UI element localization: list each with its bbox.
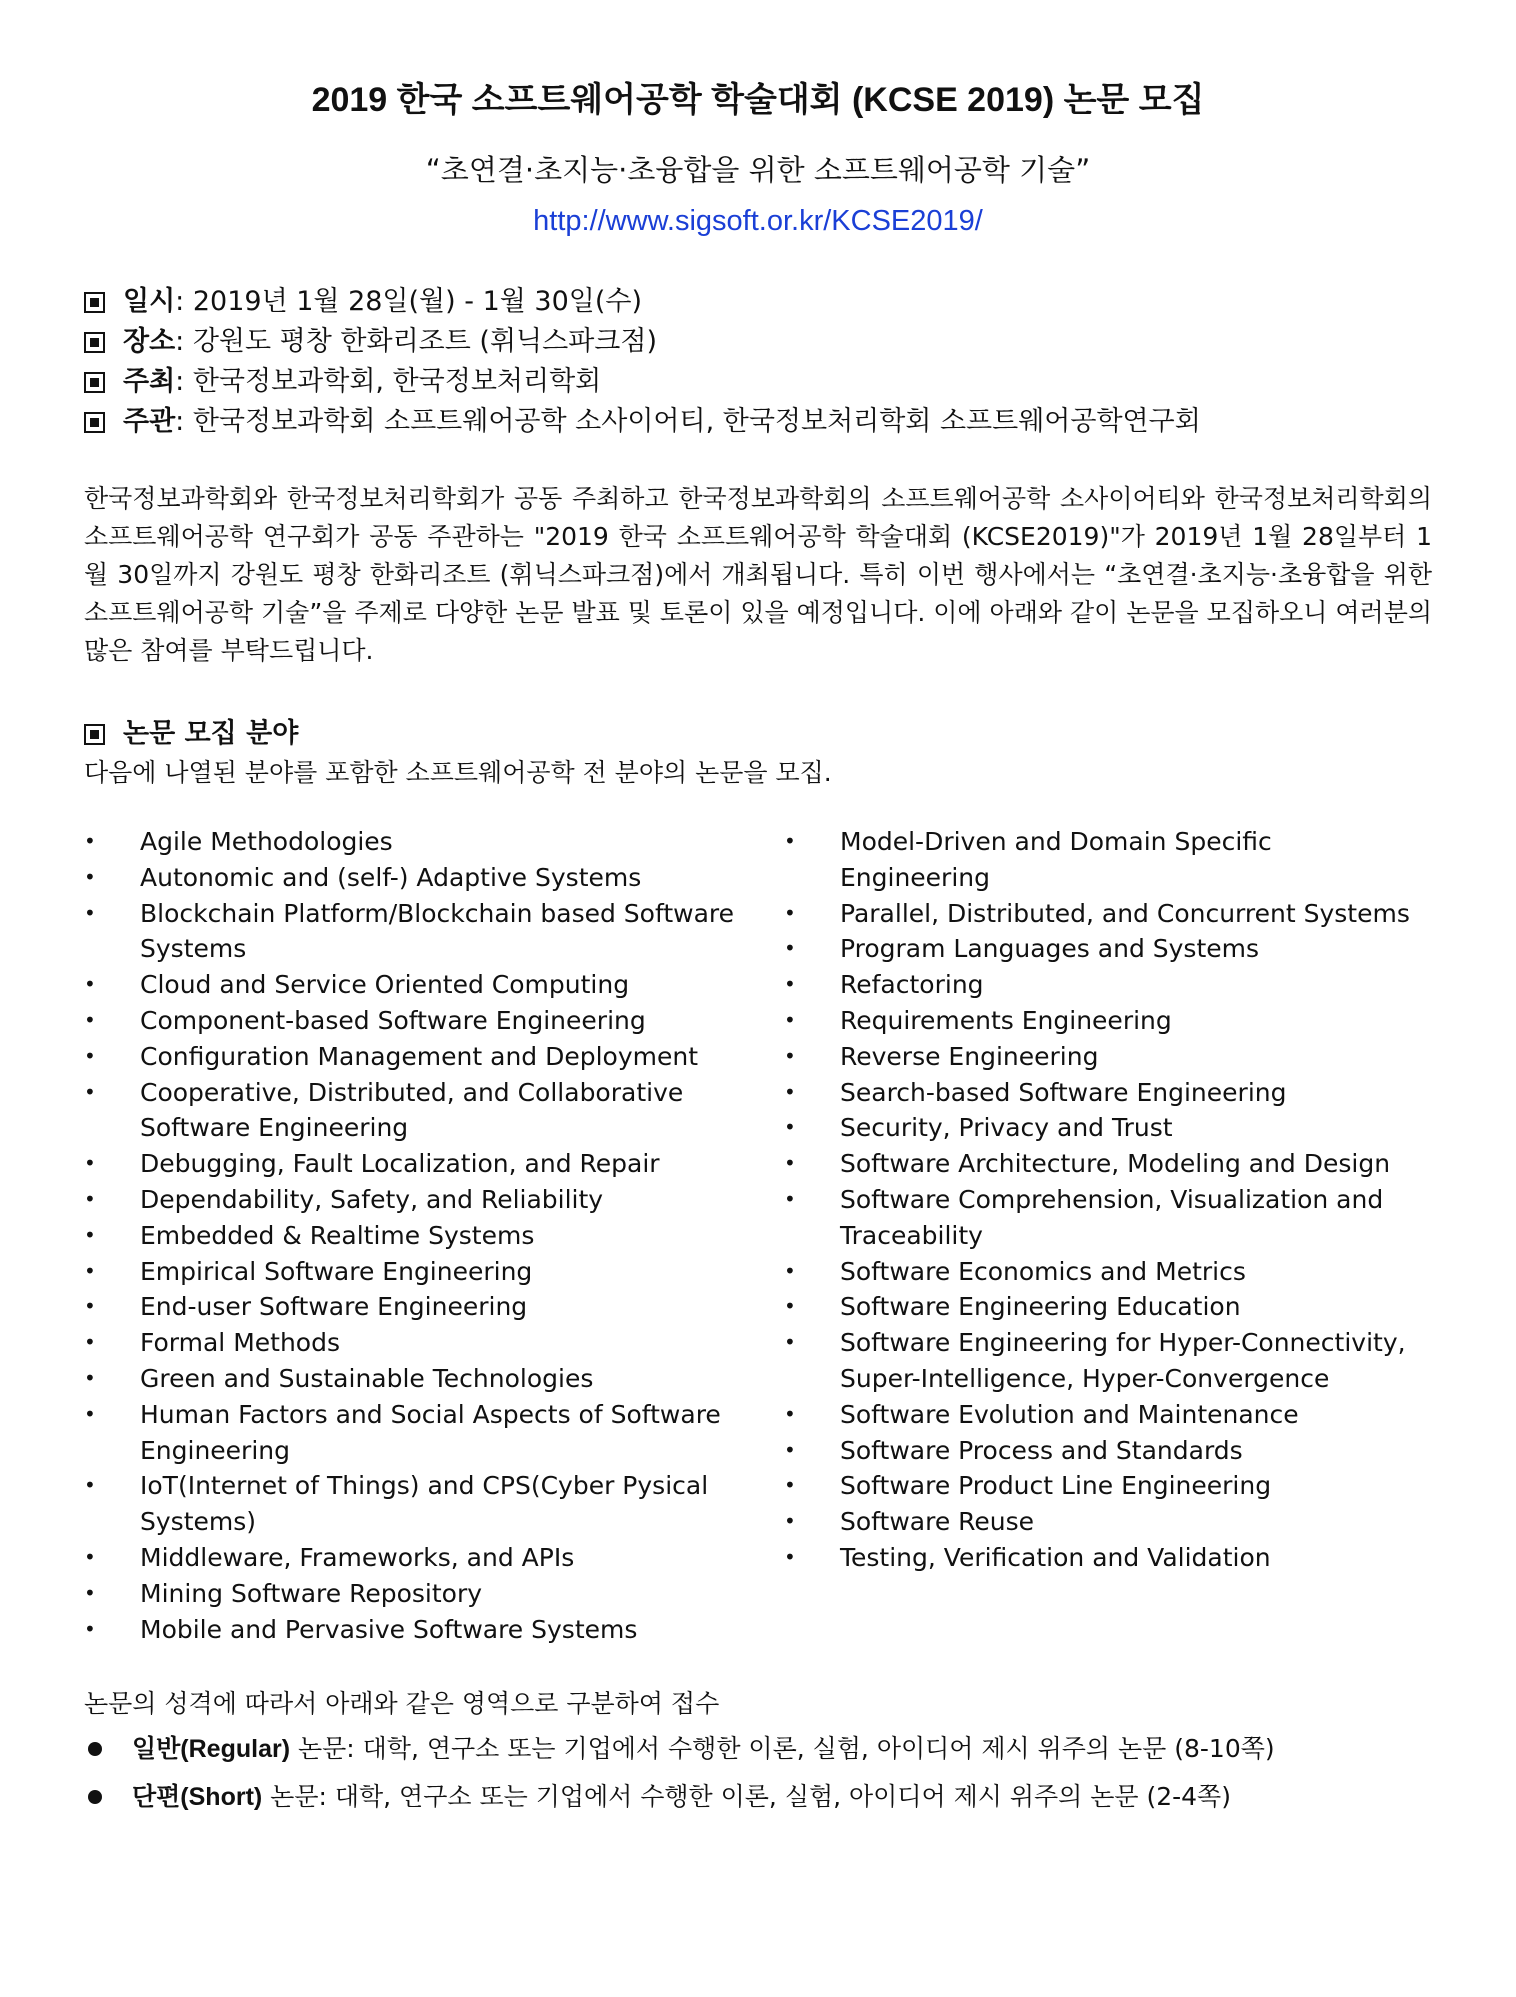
topic-item: • Model-Driven and Domain Specific Engineering — [784, 824, 1424, 896]
info-value: : 한국정보과학회, 한국정보처리학회 — [175, 366, 602, 397]
track-name: 단편(Short) — [132, 1783, 263, 1812]
track-desc: 논문: 대학, 연구소 또는 기업에서 수행한 이론, 실험, 아이디어 제시 위주의 논문 (2-4쪽) — [262, 1782, 1231, 1812]
square-bullet-icon — [84, 292, 105, 313]
info-row-date — [84, 282, 1432, 322]
info-value: : 한국정보과학회 소프트웨어공학 소사이어티, 한국정보처리학회 소프트웨어공학연구회 — [175, 406, 1201, 437]
topic-item: • Middleware, Frameworks, and APIs — [84, 1540, 784, 1576]
track-short — [84, 1775, 1432, 1819]
square-bullet-icon — [84, 724, 105, 745]
topic-item: • Program Languages and Systems — [784, 931, 1424, 967]
info-row-organizer — [84, 402, 1432, 442]
topic-item: • Software Product Line Engineering — [784, 1468, 1424, 1504]
track-text — [132, 1775, 1432, 1819]
topic-item: • Mobile and Pervasive Software Systems — [84, 1612, 784, 1648]
square-bullet-icon — [84, 372, 105, 393]
info-key: 주최 — [123, 366, 176, 397]
info-key: 장소 — [123, 326, 176, 357]
topic-item: • Autonomic and (self-) Adaptive Systems — [84, 860, 784, 896]
topic-item: • Software Reuse — [784, 1504, 1424, 1540]
topic-item: • Component-based Software Engineering — [84, 1003, 784, 1039]
event-info — [84, 282, 1432, 442]
topic-item: • Software Engineering Education — [784, 1289, 1424, 1325]
topic-item: • Parallel, Distributed, and Concurrent Systems — [784, 896, 1424, 932]
topic-item: • Software Evolution and Maintenance — [784, 1397, 1424, 1433]
page-title: 2019 한국 소프트웨어공학 학술대회 (KCSE 2019) 논문 모집 — [311, 81, 1205, 119]
info-value: : 2019년 1월 28일(월) - 1월 30일(수) — [175, 286, 642, 317]
track-regular — [84, 1727, 1432, 1771]
topic-item: • Software Engineering for Hyper-Connectivity, Super-Intelligence, Hyper-Convergence — [784, 1325, 1424, 1397]
topic-item: • Security, Privacy and Trust — [784, 1110, 1424, 1146]
intro-paragraph: 한국정보과학회와 한국정보처리학회가 공동 주최하고 한국정보과학회의 소프트웨어공학 소사이어티와 한국정보처리학회의 소프트웨어공학 연구회가 공동 주관하는 "2019 한국 소프트웨어공학 학술대회 (KCSE2019)"가 2019년 1월 28일부터 1월 30일까지 강원도 평창 한화리조트 (휘닉스파크점)에서 개최됩니다. 특히 이번 행사에서는 “초연결·초지능·초융합을 위한 소프트웨어공학 기술”을 주제로 다양한 논문 발표 및 토론이 있을 예정입니다. 이에 아래와 같이 논문을 모집하오니 여러분의 많은 참여를 부탁드립니다. — [84, 484, 1432, 665]
topic-item: • Empirical Software Engineering — [84, 1254, 784, 1290]
tracks-intro: 논문의 성격에 따라서 아래와 같은 영역으로 구분하여 접수 — [84, 1689, 720, 1719]
bullet-dot-icon — [88, 1742, 102, 1756]
track-desc: 논문: 대학, 연구소 또는 기업에서 수행한 이론, 실험, 아이디어 제시 위주의 논문 (8-10쪽) — [290, 1734, 1275, 1764]
topic-item: • Dependability, Safety, and Reliability — [84, 1182, 784, 1218]
topics-section-heading — [84, 714, 1432, 754]
info-key: 일시 — [123, 286, 176, 317]
conference-link[interactable]: http://www.sigsoft.or.kr/KCSE2019/ — [533, 205, 983, 237]
topic-item: • Green and Sustainable Technologies — [84, 1361, 784, 1397]
topic-item: • Reverse Engineering — [784, 1039, 1424, 1075]
topics-list-left — [84, 824, 784, 1647]
topics-list-right — [784, 824, 1424, 1647]
page-subtitle: “초연결·초지능·초융합을 위한 소프트웨어공학 기술” — [425, 153, 1091, 187]
square-bullet-icon — [84, 332, 105, 353]
topic-item: • Cooperative, Distributed, and Collaborative Software Engineering — [84, 1075, 784, 1147]
topic-item: • Embedded & Realtime Systems — [84, 1218, 784, 1254]
topic-item: • Debugging, Fault Localization, and Repair — [84, 1146, 784, 1182]
topic-item: • Testing, Verification and Validation — [784, 1540, 1424, 1576]
topics-description: 다음에 나열된 분야를 포함한 소프트웨어공학 전 분야의 논문을 모집. — [84, 758, 832, 787]
info-row-venue — [84, 322, 1432, 362]
topic-item: • Cloud and Service Oriented Computing — [84, 967, 784, 1003]
topic-item: • IoT(Internet of Things) and CPS(Cyber Pysical Systems) — [84, 1468, 784, 1540]
topic-item: • Search-based Software Engineering — [784, 1075, 1424, 1111]
topic-item: • Software Economics and Metrics — [784, 1254, 1424, 1290]
topic-item: • End-user Software Engineering — [84, 1289, 784, 1325]
topic-item: • Software Process and Standards — [784, 1433, 1424, 1469]
topic-item: • Human Factors and Social Aspects of Software Engineering — [84, 1397, 784, 1469]
track-text — [132, 1727, 1432, 1771]
topic-item: • Software Comprehension, Visualization and Traceability — [784, 1182, 1424, 1254]
track-name: 일반(Regular) — [132, 1735, 291, 1764]
topics-columns — [84, 824, 1432, 1647]
info-key: 주관 — [123, 406, 176, 437]
section-heading-label: 논문 모집 분야 — [123, 718, 299, 749]
topic-item: • Software Architecture, Modeling and Design — [784, 1146, 1424, 1182]
bullet-dot-icon — [88, 1790, 102, 1804]
info-value: : 강원도 평창 한화리조트 (휘닉스파크점) — [175, 326, 657, 357]
topic-item: • Refactoring — [784, 967, 1424, 1003]
topic-item: • Blockchain Platform/Blockchain based Software Systems — [84, 896, 784, 968]
topic-item: • Configuration Management and Deployment — [84, 1039, 784, 1075]
info-row-host — [84, 362, 1432, 402]
topic-item: • Requirements Engineering — [784, 1003, 1424, 1039]
topic-item: • Agile Methodologies — [84, 824, 784, 860]
square-bullet-icon — [84, 412, 105, 433]
topic-item: • Formal Methods — [84, 1325, 784, 1361]
topic-item: • Mining Software Repository — [84, 1576, 784, 1612]
